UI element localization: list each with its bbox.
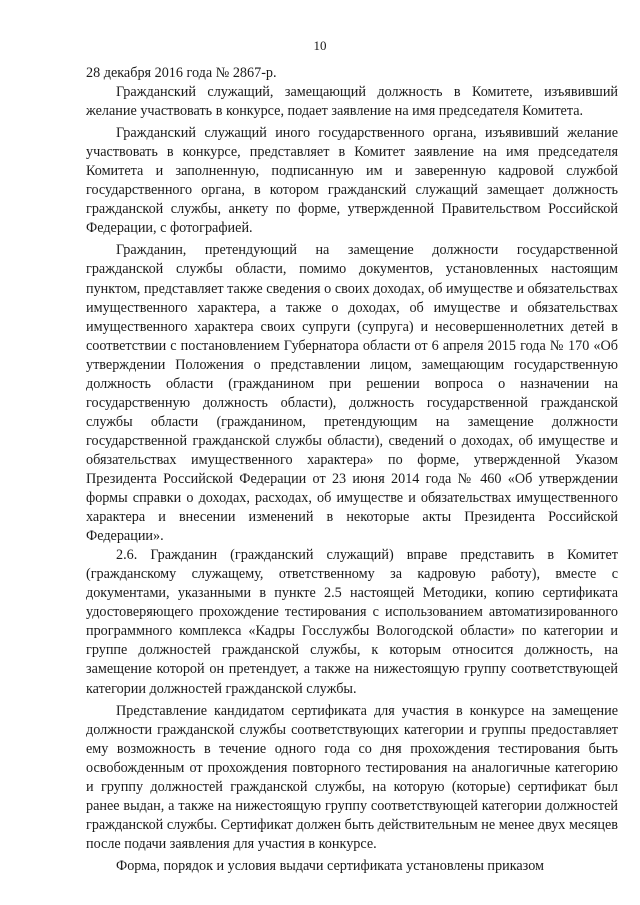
paragraph: Гражданин, претендующий на замещение должности государственной гражданской службы области, помимо документов, установленных настоящим пунктом, представляет также сведения о своих доходах, об имуществе и обязательствах имущественного характера, а также о доходах, об имуществе и обязательствах имущественного характера своих супруги (супруга) и несовершеннолетних детей в соответствии с постановлением Губернатора области от 6 апреля 2015 года № 170 «Об утверждении Положения о представлении лицом, замещающим государственную должность области (гражданином при решении вопроса о назначении на государственную должность области), должность государственной гражданской службы области (гражданином, претендующим на замещение должности государственной гражданской службы области), сведений о доходах, об имуществе и обязательствах имущественного характера» по форме, утвержденной Указом Президента Российской Федерации от 23 июня 2014 года № 460 «Об утверждении формы справки о доходах, расходах, об имуществе и обязательствах имущественного характера и внесении изменений в некоторые акты Президента Российской Федерации». xyxy=(86,242,618,545)
paragraph: Форма, порядок и условия выдачи сертификата установлены приказом xyxy=(116,857,544,874)
paragraph-section-2-6: 2.6. Гражданин (гражданский служащий) вправе представить в Комитет (гражданскому служащему, ответственному за кадровую работу), вместе с документами, указанными в пункте 2.5 настоящей Методики, копию сертификата удостоверяющего прохождение тестирования с использованием автоматизированного программного комплекса «Кадры Госслужбы Вологодской области» по категории и группе должностей гражданской службы, к которым относится должность, на замещение которой он претендует, а также на нижестоящую группу соответствующей категории должностей гражданской службы. xyxy=(86,547,618,697)
document-body xyxy=(86,64,618,876)
page-number: 10 xyxy=(313,38,327,53)
paragraph: Представление кандидатом сертификата для участия в конкурсе на замещение должности гражданской службы соответствующих категории и группы предоставляет ему возможность в течение одного года со дня прохождения тестирования быть освобожденным от прохождения повторного тестирования на аналогичные категорию и группу должностей гражданской службы, на которую (которые) сертификат был ранее выдан, а также на нижестоящую группу соответствующей категории должностей гражданской службы. Сертификат должен быть действительным не менее двух месяцев после подачи заявления для участия в конкурсе. xyxy=(86,702,618,852)
paragraph: Гражданский служащий иного государственного органа, изъявивший желание участвовать в конкурсе, представляет в Комитет заявление на имя председателя Комитета и заполненную, подписанную им и заверенную кадровой службой государственного органа, в котором гражданский служащий замещает должность гражданской службы, анкету по форме, утвержденной Правительством Российской Федерации, с фотографией. xyxy=(86,125,618,237)
paragraph-continuation: 28 декабря 2016 года № 2867-р. xyxy=(86,65,277,81)
paragraph: Гражданский служащий, замещающий должность в Комитете, изъявивший желание участвовать в конкурсе, подает заявление на имя председателя Комитета. xyxy=(86,84,618,120)
